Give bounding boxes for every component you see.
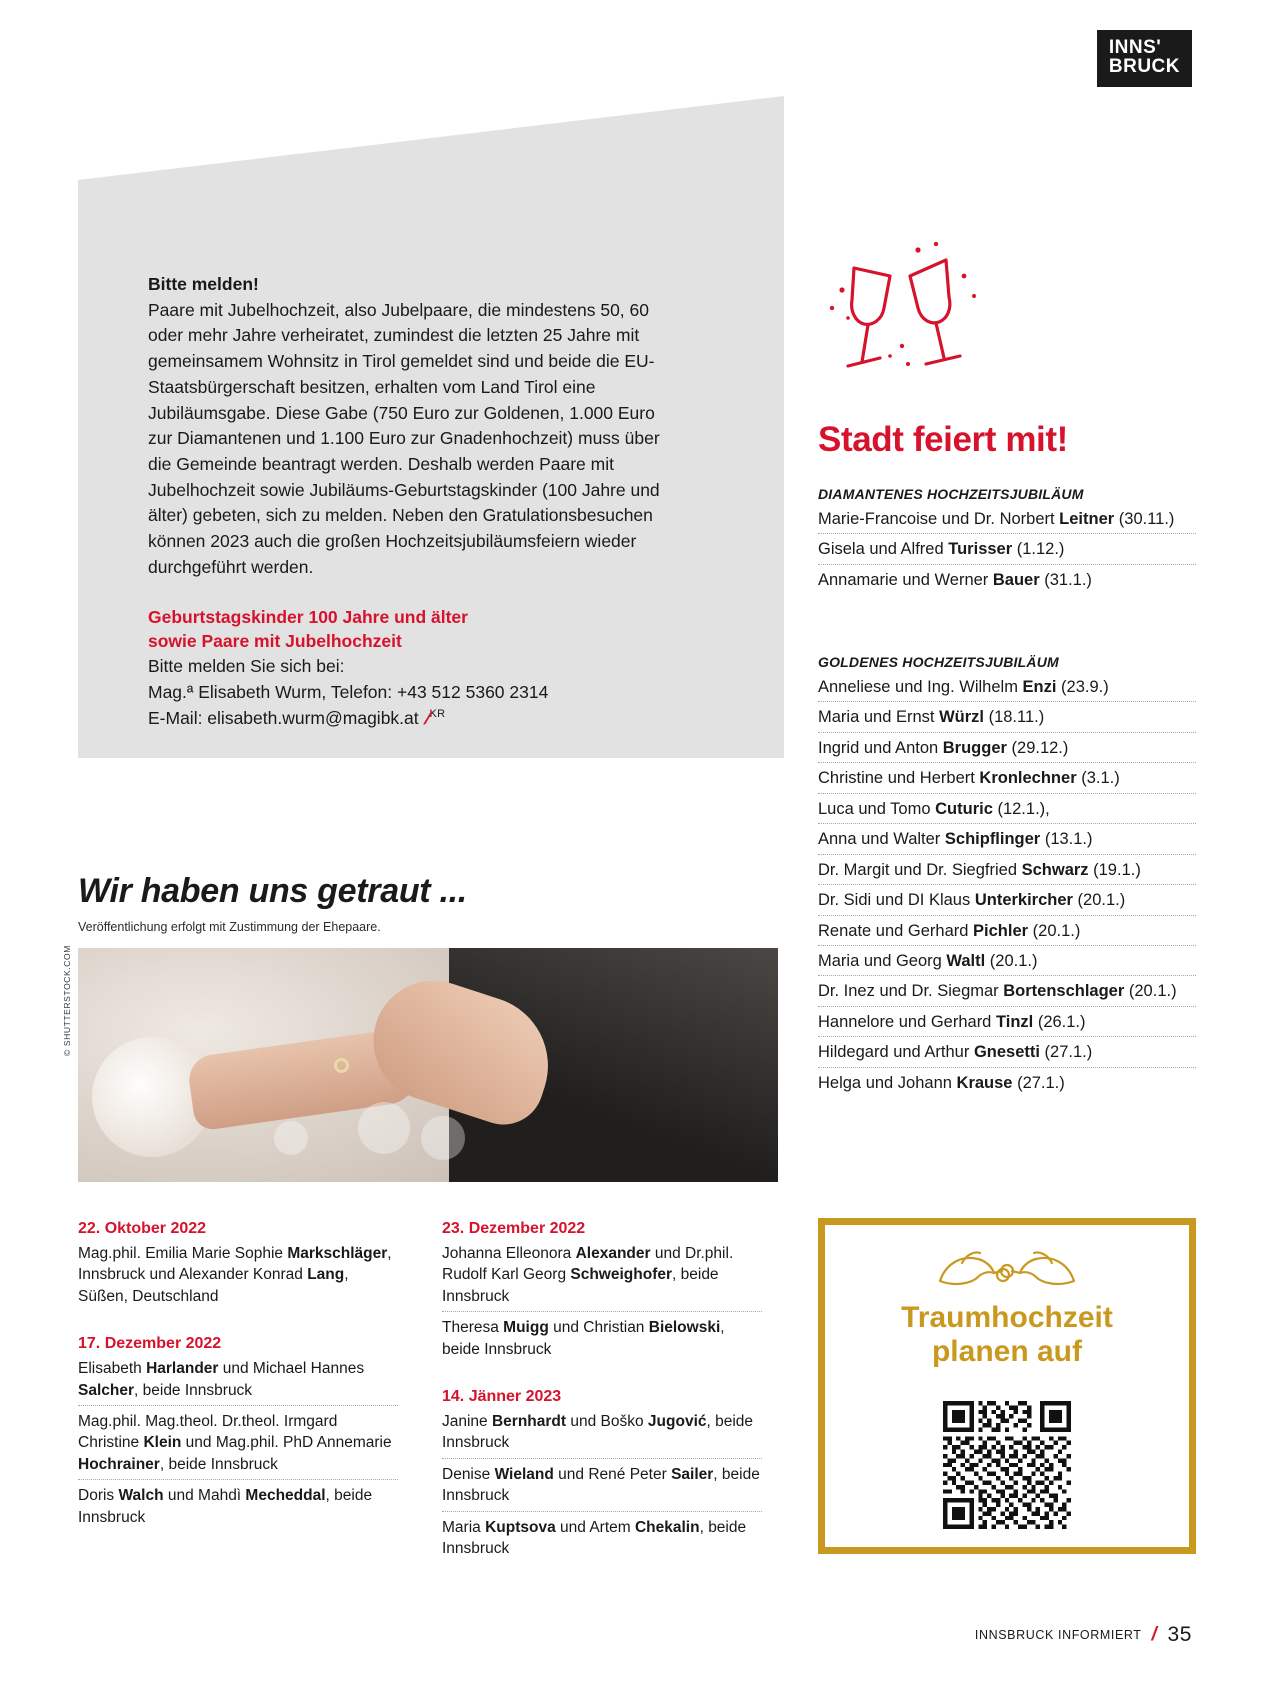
wedding-column-left — [78, 1218, 398, 1537]
footer-publication: INNSBRUCK INFORMIERT — [974, 1628, 1142, 1642]
qr-code[interactable] — [943, 1401, 1071, 1529]
anniversary-entry: Ingrid und Anton Brugger (29.12.) — [818, 737, 1196, 763]
page-subtitle: Veröffentlichung erfolgt mit Zustimmung der Ehepaare. — [78, 920, 381, 934]
champagne-toast-icon — [818, 238, 998, 388]
anniversary-entry: Renate und Gerhard Pichler (20.1.) — [818, 920, 1196, 946]
wedding-date: 23. Dezember 2022 — [442, 1220, 586, 1237]
anniversary-entry: Dr. Margit und Dr. Siegfried Schwarz (19.1.) — [818, 859, 1196, 885]
photo-bokeh-3 — [274, 1121, 308, 1155]
photo-wedding-ring — [334, 1058, 349, 1073]
wedding-entry: Maria Kuptsova und Artem Chekalin, beide Innsbruck — [442, 1518, 747, 1557]
anniversary-entry: Marie-Francoise und Dr. Norbert Leitner (30.11.) — [818, 508, 1196, 534]
diamond-anniversary-heading: DIAMANTENES HOCHZEITSJUBILÄUM — [818, 486, 1084, 502]
wedding-entry: Mag.phil. Emilia Marie Sophie Markschläger, Innsbruck und Alexander Konrad Lang, Süßen, Deutschland — [78, 1245, 392, 1305]
anniversary-entry: Maria und Georg Waltl (20.1.) — [818, 950, 1196, 976]
anniversary-entry: Christine und Herbert Kronlechner (3.1.) — [818, 767, 1196, 793]
anniversary-entry: Gisela und Alfred Turisser (1.12.) — [818, 538, 1196, 564]
red-slash-icon: / — [422, 707, 432, 728]
innsbruck-logo — [1097, 30, 1192, 87]
wedding-entry: Johanna Elleonora Alexander und Dr.phil. Rudolf Karl Georg Schweighofer, beide Innsbruck — [442, 1243, 762, 1312]
wedding-date: 22. Oktober 2022 — [78, 1220, 207, 1237]
anniversary-entry: Hannelore und Gerhard Tinzl (26.1.) — [818, 1011, 1196, 1037]
footer-page-number: 35 — [1167, 1623, 1192, 1646]
wedding-entry: Doris Walch und Mahdì Mecheddal, beide Innsbruck — [78, 1487, 373, 1526]
intro-contact-email-line — [148, 706, 678, 732]
intro-red-heading-1: Geburtstagskinder 100 Jahre und älter — [148, 606, 468, 627]
intro-contact-intro: Bitte melden Sie sich bei: — [148, 656, 345, 677]
intro-red-heading-2: sowie Paare mit Jubelhochzeit — [148, 631, 402, 652]
footer-slash-icon: / — [1151, 1624, 1158, 1645]
anniversary-entry: Maria und Ernst Würzl (18.11.) — [818, 706, 1196, 732]
intro-contact-person: Mag.ª Elisabeth Wurm, Telefon: +43 512 5360 2314 — [148, 682, 549, 703]
anniversary-entry: Luca und Tomo Cuturic (12.1.), — [818, 798, 1196, 824]
golden-anniversary-list — [818, 676, 1196, 1101]
logo-line-1: INNS' — [1108, 37, 1162, 58]
ad-headline — [825, 1301, 1189, 1368]
ad-headline-line-1: Traumhochzeit — [901, 1301, 1113, 1334]
anniversary-entry: Dr. Sidi und DI Klaus Unterkircher (20.1.) — [818, 889, 1196, 915]
anniversary-entry: Helga und Johann Krause (27.1.) — [818, 1073, 1065, 1092]
wedding-entry: Mag.phil. Mag.theol. Dr.theol. Irmgard Christine Klein und Mag.phil. PhD Annemarie Hochrainer, beide Innsbruck — [78, 1411, 398, 1480]
intro-body: Paare mit Jubelhochzeit, also Jubelpaare, die mindestens 50, 60 oder mehr Jahre verheiratet, zumindest die letzten 25 Jahre mit gemeinsamem Wohnsitz in Tirol gemeldet sind und beide die EU-Staatsbürgerschaft besitzen, erhalten vom Land Tirol eine Jubiläumsgabe. Diese Gabe (750 Euro zur Goldenen, 1.000 Euro zur Diamantenen und 1.100 Euro zur Gnadenhochzeit) muss über die Gemeinde beantragt werden. Deshalb werden Paare mit Jubelhochzeit sowie Jubiläums-Geburtstagskinder (100 Jahre und älter) gebeten, sich zu melden. Neben den Gratulationsbesuchen können 2023 auch die großen Hochzeitsjubiläumsfeiern wieder durchgeführt werden. — [148, 299, 660, 577]
author-initials: KR — [429, 707, 446, 720]
golden-anniversary-heading: GOLDENES HOCHZEITSJUBILÄUM — [818, 654, 1059, 670]
wedding-entry: Janine Bernhardt und Boško Jugović, beide Innsbruck — [442, 1411, 762, 1459]
wedding-date: 14. Jänner 2023 — [442, 1387, 562, 1405]
ad-headline-line-2: planen auf — [931, 1334, 1082, 1368]
wedding-entry: Elisabeth Harlander und Michael Hannes Salcher, beide Innsbruck — [78, 1358, 398, 1406]
wedding-entry: Theresa Muigg und Christian Bielowski, beide Innsbruck — [442, 1319, 725, 1358]
wedding-column-right — [442, 1218, 762, 1568]
anniversary-entry: Dr. Inez und Dr. Siegmar Bortenschlager (20.1.) — [818, 980, 1196, 1006]
anniversary-entry: Annamarie und Werner Bauer (31.1.) — [818, 570, 1092, 589]
intro-heading: Bitte melden! — [148, 274, 259, 294]
page-title: Wir haben uns getraut ... — [78, 872, 467, 910]
anniversary-entry: Hildegard und Arthur Gnesetti (27.1.) — [818, 1041, 1196, 1067]
anniversary-entry: Anneliese und Ing. Wilhelm Enzi (23.9.) — [818, 676, 1196, 702]
intro-contact-email: E-Mail: elisabeth.wurm@magibk.at — [148, 707, 419, 728]
photo-credit: © SHUTTERSTOCK.COM — [62, 945, 72, 1056]
doves-icon — [932, 1241, 1082, 1300]
diamond-anniversary-list — [818, 508, 1196, 598]
wedding-entry: Denise Wieland und René Peter Sailer, beide Innsbruck — [442, 1464, 762, 1512]
logo-line-2: BRUCK — [1108, 56, 1180, 78]
traumhochzeit-ad[interactable] — [818, 1218, 1196, 1554]
anniversaries-title: Stadt feiert mit! — [818, 420, 1068, 459]
anniversary-entry: Anna und Walter Schipflinger (13.1.) — [818, 828, 1196, 854]
page-footer — [975, 1623, 1192, 1647]
wedding-date: 17. Dezember 2022 — [78, 1335, 222, 1353]
wedding-photo — [78, 948, 778, 1182]
intro-text-block — [148, 272, 678, 731]
